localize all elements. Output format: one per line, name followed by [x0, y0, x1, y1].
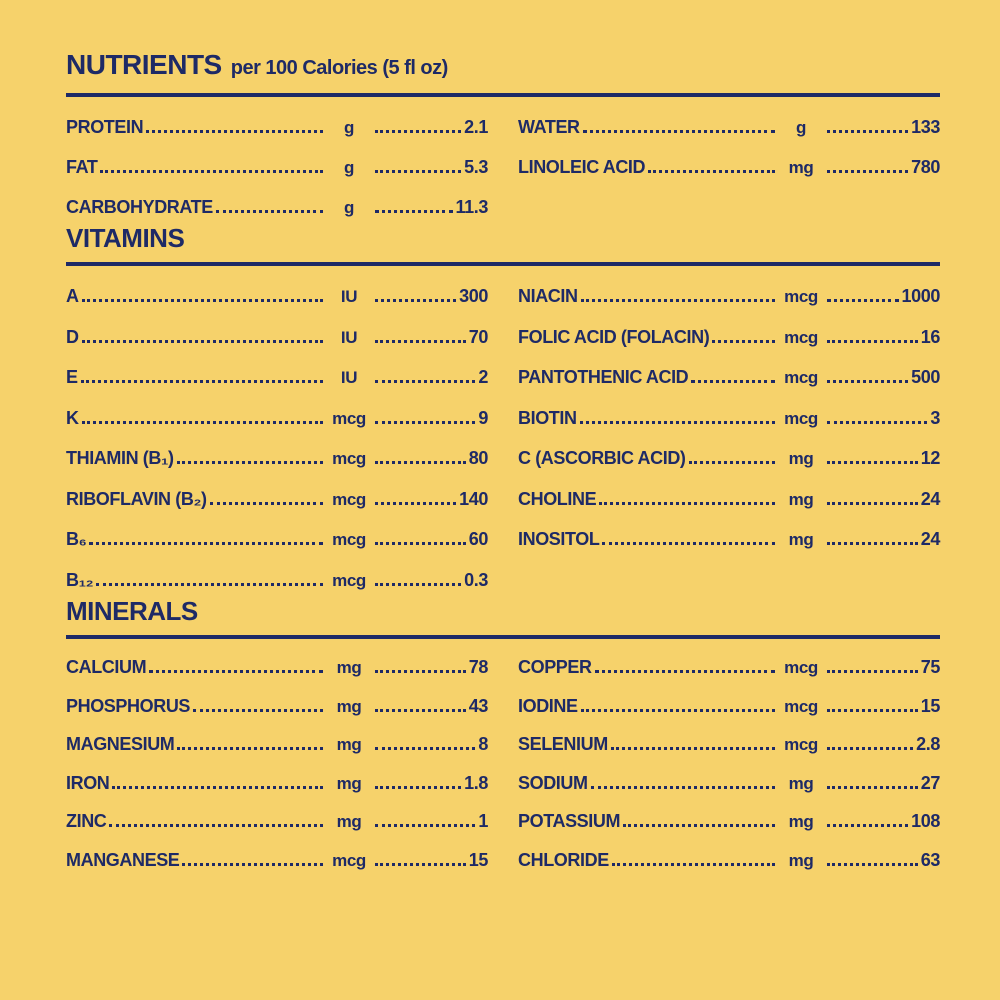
- left-column: [66, 97, 488, 217]
- nutrient-value: 1: [478, 811, 488, 832]
- nutrient-label: B₁₂: [66, 569, 94, 590]
- nutrient-measure: [326, 449, 488, 468]
- nutrient-row: [66, 97, 488, 137]
- nutrient-unit: mg: [788, 489, 814, 509]
- unit-cell: [326, 813, 372, 831]
- unit-cell: [778, 119, 824, 137]
- nutrient-unit: mcg: [784, 327, 818, 347]
- nutrient-label: BIOTIN: [518, 407, 577, 428]
- nutrient-row: [66, 177, 488, 217]
- nutrient-label: THIAMIN (B₁): [66, 448, 174, 469]
- unit-cell: [778, 329, 824, 347]
- dot-leader: [827, 299, 899, 302]
- dot-leader: [827, 747, 913, 750]
- nutrient-row: [66, 716, 488, 755]
- dot-leader: [595, 670, 775, 673]
- nutrient-row: [518, 509, 940, 550]
- dot-leader: [177, 461, 323, 464]
- dot-leader: [689, 461, 775, 464]
- nutrient-label: COPPER: [518, 657, 592, 678]
- nutrient-row: [66, 639, 488, 678]
- nutrient-label: FAT: [66, 156, 98, 177]
- unit-cell: [326, 288, 372, 306]
- nutrient-value: 8: [478, 734, 488, 755]
- dot-leader: [827, 130, 908, 133]
- nutrient-measure: [778, 812, 940, 831]
- nutrient-value: 3: [930, 407, 940, 428]
- nutrient-value: 15: [468, 849, 488, 870]
- nutrient-measure: [778, 287, 940, 306]
- dot-leader: [375, 130, 461, 133]
- nutrient-row: [518, 677, 940, 716]
- nutrient-unit: IU: [340, 327, 358, 347]
- nutrient-value: 75: [920, 657, 940, 678]
- nutrient-unit: g: [796, 117, 806, 137]
- unit-cell: [326, 531, 372, 549]
- unit-cell: [778, 288, 824, 306]
- nutrient-value: 780: [911, 156, 940, 177]
- unit-cell: [326, 659, 372, 677]
- nutrient-measure: [326, 158, 488, 177]
- nutrient-unit: g: [344, 197, 354, 217]
- nutrient-measure: [326, 328, 488, 347]
- nutrient-value: 1.8: [464, 772, 488, 793]
- nutrient-value: 16: [920, 326, 940, 347]
- nutrient-value: 9: [478, 407, 488, 428]
- section-heading-vitamins: VITAMINS: [66, 222, 185, 253]
- dot-leader: [581, 299, 775, 302]
- unit-cell: [778, 491, 824, 509]
- nutrient-measure: [326, 490, 488, 509]
- nutrient-unit: mcg: [784, 368, 818, 388]
- nutrient-unit: mg: [336, 735, 362, 755]
- nutrient-label: CALCIUM: [66, 657, 147, 678]
- nutrient-unit: mcg: [332, 850, 366, 870]
- nutrient-value: 80: [468, 448, 488, 469]
- nutrient-measure: [778, 328, 940, 347]
- unit-cell: [326, 369, 372, 387]
- nutrient-measure: [778, 368, 940, 387]
- nutrient-row: [66, 509, 488, 550]
- nutrient-row: [66, 387, 488, 428]
- nutrient-unit: mcg: [784, 696, 818, 716]
- nutrient-row: [518, 347, 940, 388]
- nutrient-row: [518, 266, 940, 307]
- unit-cell: [778, 369, 824, 387]
- nutrient-row: [66, 831, 488, 870]
- nutrient-label: ZINC: [66, 811, 107, 832]
- page-subtitle: per 100 Calories (5 fl oz): [230, 57, 448, 79]
- dot-leader: [81, 380, 323, 383]
- nutrient-row: [518, 468, 940, 509]
- nutrient-row: [518, 754, 940, 793]
- nutrient-measure: [326, 118, 488, 137]
- nutrient-measure: [778, 118, 940, 137]
- nutrient-label: FOLIC ACID (FOLACIN): [518, 326, 710, 347]
- nutrient-value: 63: [920, 849, 940, 870]
- nutrient-row: [518, 428, 940, 469]
- nutrient-measure: [326, 409, 488, 428]
- dot-leader: [827, 340, 918, 343]
- nutrient-label: SODIUM: [518, 772, 588, 793]
- nutrient-value: 60: [468, 529, 488, 550]
- dot-leader: [375, 786, 461, 789]
- dot-leader: [375, 670, 466, 673]
- nutrient-row: [66, 549, 488, 590]
- nutrient-measure: [778, 735, 940, 754]
- nutrient-label: INOSITOL: [518, 529, 600, 550]
- nutrient-value: 300: [459, 286, 488, 307]
- nutrient-measure: [326, 658, 488, 677]
- section-columns: [66, 97, 940, 217]
- unit-cell: [778, 698, 824, 716]
- nutrient-label: LINOLEIC ACID: [518, 156, 646, 177]
- nutrient-measure: [326, 571, 488, 590]
- unit-cell: [326, 852, 372, 870]
- nutrition-label-panel: [66, 50, 940, 870]
- nutrient-measure: [778, 409, 940, 428]
- dot-leader: [827, 824, 908, 827]
- dot-leader: [375, 170, 461, 173]
- unit-cell: [326, 159, 372, 177]
- right-column: [518, 639, 940, 870]
- dot-leader: [149, 670, 323, 673]
- nutrient-row: [66, 266, 488, 307]
- nutrient-row: [66, 468, 488, 509]
- dot-leader: [648, 170, 775, 173]
- section-columns: [66, 266, 940, 590]
- nutrient-value: 133: [911, 116, 940, 137]
- dot-leader: [177, 747, 323, 750]
- label-header: [66, 50, 940, 81]
- nutrient-value: 12: [920, 448, 940, 469]
- unit-cell: [326, 736, 372, 754]
- right-column: [518, 97, 940, 217]
- nutrient-unit: mcg: [332, 570, 366, 590]
- unit-cell: [326, 119, 372, 137]
- right-column: [518, 266, 940, 590]
- nutrient-unit: mcg: [784, 408, 818, 428]
- page-title: NUTRIENTS: [66, 49, 222, 80]
- nutrient-measure: [326, 774, 488, 793]
- dot-leader: [109, 824, 323, 827]
- nutrient-row: [66, 754, 488, 793]
- dot-leader: [712, 340, 775, 343]
- dot-leader: [375, 421, 475, 424]
- dot-leader: [96, 583, 323, 586]
- nutrient-unit: mcg: [332, 408, 366, 428]
- nutrient-measure: [326, 530, 488, 549]
- nutrient-measure: [326, 851, 488, 870]
- unit-cell: [778, 410, 824, 428]
- dot-leader: [580, 421, 775, 424]
- dot-leader: [623, 824, 775, 827]
- unit-cell: [326, 572, 372, 590]
- dot-leader: [581, 709, 775, 712]
- nutrient-label: MAGNESIUM: [66, 734, 175, 755]
- nutrient-label: IODINE: [518, 695, 578, 716]
- dot-leader: [375, 461, 466, 464]
- nutrient-row: [66, 677, 488, 716]
- nutrient-measure: [778, 449, 940, 468]
- dot-leader: [611, 747, 775, 750]
- unit-cell: [778, 775, 824, 793]
- nutrient-measure: [778, 697, 940, 716]
- nutrient-unit: g: [344, 157, 354, 177]
- dot-leader: [375, 583, 461, 586]
- nutrient-label: D: [66, 326, 79, 347]
- unit-cell: [778, 450, 824, 468]
- nutrient-value: 24: [920, 488, 940, 509]
- nutrient-label: POTASSIUM: [518, 811, 621, 832]
- dot-leader: [591, 786, 775, 789]
- section-columns: [66, 639, 940, 870]
- section-macronutrients: [66, 97, 940, 217]
- nutrient-unit: mg: [336, 658, 362, 678]
- nutrient-unit: mg: [336, 812, 362, 832]
- nutrient-label: NIACIN: [518, 286, 578, 307]
- nutrient-value: 1000: [901, 286, 940, 307]
- nutrient-unit: mg: [336, 696, 362, 716]
- nutrient-unit: mg: [788, 530, 814, 550]
- nutrient-measure: [326, 735, 488, 754]
- dot-leader: [691, 380, 775, 383]
- unit-cell: [778, 852, 824, 870]
- dot-leader: [827, 542, 918, 545]
- nutrient-measure: [778, 851, 940, 870]
- dot-leader: [82, 299, 323, 302]
- nutrient-label: PANTOTHENIC ACID: [518, 367, 689, 388]
- nutrient-row: [518, 97, 940, 137]
- nutrient-unit: mcg: [784, 735, 818, 755]
- nutrient-value: 2.8: [916, 734, 940, 755]
- dot-leader: [827, 863, 918, 866]
- nutrient-value: 5.3: [464, 156, 488, 177]
- nutrient-unit: mcg: [784, 287, 818, 307]
- nutrient-label: IRON: [66, 772, 110, 793]
- nutrient-value: 11.3: [455, 196, 488, 217]
- nutrient-measure: [326, 812, 488, 831]
- nutrient-unit: mg: [788, 449, 814, 469]
- dot-leader: [827, 786, 918, 789]
- nutrient-measure: [326, 198, 488, 217]
- nutrient-measure: [778, 490, 940, 509]
- section-heading-minerals: MINERALS: [66, 595, 198, 626]
- nutrient-row: [518, 137, 940, 177]
- dot-leader: [210, 502, 323, 505]
- nutrient-label: CHLORIDE: [518, 849, 609, 870]
- unit-cell: [778, 531, 824, 549]
- dot-leader: [375, 542, 466, 545]
- nutrient-row: [518, 793, 940, 832]
- left-column: [66, 639, 488, 870]
- nutrient-label: C (ASCORBIC ACID): [518, 448, 686, 469]
- dot-leader: [612, 863, 775, 866]
- unit-cell: [778, 159, 824, 177]
- nutrient-label: E: [66, 367, 78, 388]
- unit-cell: [778, 813, 824, 831]
- nutrient-unit: g: [344, 117, 354, 137]
- dot-leader: [827, 670, 918, 673]
- nutrient-label: B₆: [66, 529, 87, 550]
- nutrient-unit: mg: [788, 157, 814, 177]
- dot-leader: [827, 170, 908, 173]
- dot-leader: [827, 709, 918, 712]
- dot-leader: [375, 863, 466, 866]
- dot-leader: [216, 210, 323, 213]
- dot-leader: [827, 380, 908, 383]
- nutrient-row: [66, 347, 488, 388]
- nutrient-label: MANGANESE: [66, 849, 180, 870]
- unit-cell: [778, 736, 824, 754]
- nutrient-row: [66, 306, 488, 347]
- nutrient-label: CARBOHYDRATE: [66, 196, 213, 217]
- nutrient-value: 78: [468, 657, 488, 678]
- nutrient-unit: mg: [336, 773, 362, 793]
- nutrient-value: 24: [920, 529, 940, 550]
- nutrient-row: [518, 639, 940, 678]
- unit-cell: [326, 199, 372, 217]
- nutrient-value: 70: [468, 326, 488, 347]
- nutrient-row: [518, 306, 940, 347]
- left-column: [66, 266, 488, 590]
- unit-cell: [326, 775, 372, 793]
- dot-leader: [375, 709, 466, 712]
- nutrient-value: 500: [911, 367, 940, 388]
- nutrient-value: 27: [920, 772, 940, 793]
- nutrient-value: 140: [459, 488, 488, 509]
- dot-leader: [375, 747, 475, 750]
- dot-leader: [375, 824, 475, 827]
- dot-leader: [375, 340, 466, 343]
- nutrient-unit: IU: [340, 287, 358, 307]
- nutrient-unit: mcg: [784, 658, 818, 678]
- dot-leader: [375, 502, 456, 505]
- nutrient-unit: mg: [788, 773, 814, 793]
- nutrient-label: RIBOFLAVIN (B₂): [66, 488, 207, 509]
- nutrient-row: [66, 137, 488, 177]
- unit-cell: [326, 410, 372, 428]
- nutrient-row: [66, 793, 488, 832]
- nutrient-label: SELENIUM: [518, 734, 608, 755]
- unit-cell: [326, 329, 372, 347]
- nutrient-measure: [326, 697, 488, 716]
- nutrient-unit: mcg: [332, 530, 366, 550]
- nutrient-value: 0.3: [464, 569, 488, 590]
- dot-leader: [89, 542, 323, 545]
- dot-leader: [827, 461, 918, 464]
- nutrient-measure: [778, 158, 940, 177]
- dot-leader: [599, 502, 775, 505]
- dot-leader: [375, 210, 453, 213]
- nutrient-unit: mcg: [332, 489, 366, 509]
- nutrient-value: 43: [468, 695, 488, 716]
- dot-leader: [146, 130, 323, 133]
- unit-cell: [326, 698, 372, 716]
- nutrient-label: PROTEIN: [66, 116, 144, 137]
- nutrient-unit: mg: [788, 850, 814, 870]
- dot-leader: [100, 170, 323, 173]
- nutrient-value: 2.1: [464, 116, 488, 137]
- dot-leader: [82, 340, 323, 343]
- nutrient-row: [518, 831, 940, 870]
- dot-leader: [375, 299, 456, 302]
- nutrient-label: PHOSPHORUS: [66, 695, 191, 716]
- nutrient-label: K: [66, 407, 79, 428]
- nutrient-unit: IU: [340, 368, 358, 388]
- dot-leader: [827, 502, 918, 505]
- nutrient-label: WATER: [518, 116, 580, 137]
- dot-leader: [112, 786, 323, 789]
- nutrient-label: A: [66, 286, 79, 307]
- dot-leader: [82, 421, 323, 424]
- dot-leader: [182, 863, 323, 866]
- nutrient-row: [66, 428, 488, 469]
- nutrient-measure: [326, 368, 488, 387]
- nutrient-unit: mcg: [332, 449, 366, 469]
- nutrient-measure: [326, 287, 488, 306]
- unit-cell: [326, 450, 372, 468]
- section-minerals: [66, 597, 940, 870]
- nutrient-measure: [778, 774, 940, 793]
- dot-leader: [193, 709, 323, 712]
- dot-leader: [602, 542, 775, 545]
- nutrient-label: CHOLINE: [518, 488, 597, 509]
- dot-leader: [375, 380, 475, 383]
- nutrient-measure: [778, 530, 940, 549]
- dot-leader: [583, 130, 775, 133]
- unit-cell: [326, 491, 372, 509]
- unit-cell: [778, 659, 824, 677]
- nutrient-value: 108: [911, 811, 940, 832]
- nutrient-unit: mg: [788, 812, 814, 832]
- nutrient-row: [518, 387, 940, 428]
- nutrient-row: [518, 716, 940, 755]
- nutrient-measure: [778, 658, 940, 677]
- nutrient-value: 15: [920, 695, 940, 716]
- nutrient-value: 2: [478, 367, 488, 388]
- section-vitamins: [66, 224, 940, 590]
- dot-leader: [827, 421, 927, 424]
